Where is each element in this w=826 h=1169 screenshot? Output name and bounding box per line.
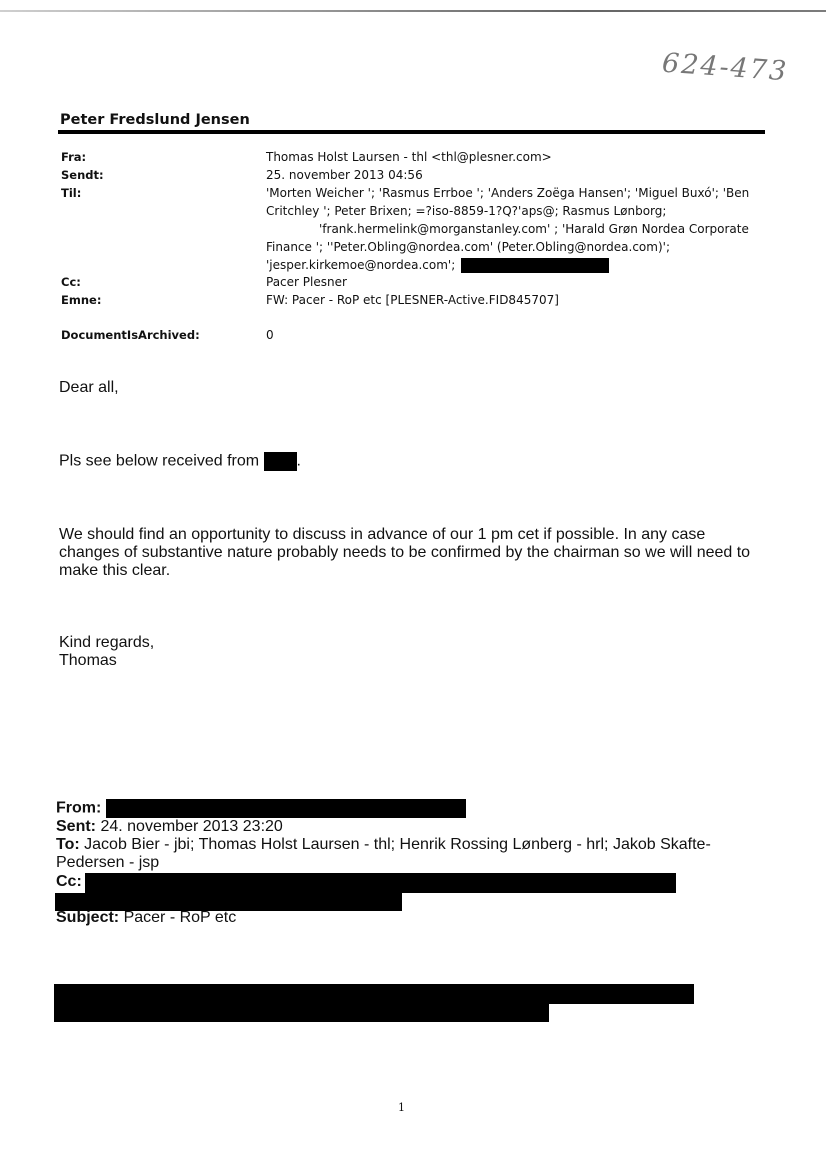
archived-label: DocumentIsArchived: xyxy=(61,328,200,342)
redaction-block xyxy=(54,984,694,1004)
fwd-to-line1 xyxy=(56,836,776,854)
til-value-line5 xyxy=(266,256,756,274)
pls-see-text: Pls see below received from xyxy=(59,452,260,470)
body-paragraph-line2: changes of substantive nature probably needs to be confirmed by the chairman so we will need to xyxy=(59,544,751,561)
redaction-block xyxy=(264,452,297,471)
fwd-from-label: From: xyxy=(56,799,102,817)
fwd-to-value-line1: Jacob Bier - jbi; Thomas Holst Laursen - thl; Henrik Rossing Lønberg - hrl; Jakob Skafte- xyxy=(84,836,711,853)
signature: Thomas xyxy=(59,652,117,669)
emne-value: FW: Pacer - RoP etc [PLESNER-Active.FID845707] xyxy=(266,293,559,307)
til-value-line1: 'Morten Weicher '; 'Rasmus Errboe '; 'Anders Zoëga Hansen'; 'Miguel Buxó'; 'Ben xyxy=(266,186,750,200)
greeting: Dear all, xyxy=(59,379,119,396)
fwd-subject-label: Subject: xyxy=(56,909,120,926)
fwd-cc-label-text: Cc: xyxy=(56,873,82,890)
sender-name: Peter Fredslund Jensen xyxy=(60,112,250,128)
redaction-block xyxy=(85,873,676,893)
pls-see-line xyxy=(59,452,779,471)
page-number: 1 xyxy=(398,1101,405,1114)
pls-see-period: . xyxy=(296,452,301,470)
til-value-line5-text: 'jesper.kirkemoe@nordea.com'; xyxy=(266,258,456,272)
body-paragraph-line3: make this clear. xyxy=(59,562,171,579)
redaction-block xyxy=(461,258,609,273)
fwd-sent-label: Sent: xyxy=(56,818,96,835)
redaction-block xyxy=(106,799,466,818)
redaction-block xyxy=(54,1003,549,1022)
fwd-to-label: To: xyxy=(56,836,80,853)
fra-value: Thomas Holst Laursen - thl <thl@plesner.com> xyxy=(266,150,552,164)
closing: Kind regards, xyxy=(59,634,155,651)
fwd-to-value-line2: Pedersen - jsp xyxy=(56,854,160,871)
emne-label: Emne: xyxy=(61,293,102,307)
til-value-line3: 'frank.hermelink@morganstanley.com' ; 'Harald Grøn Nordea Corporate xyxy=(319,222,749,236)
fwd-subject-line xyxy=(56,909,776,927)
til-value-line4: Finance '; ''Peter.Obling@nordea.com' (Peter.Obling@nordea.com)'; xyxy=(266,240,670,254)
fwd-subject-value: Pacer - RoP etc xyxy=(123,909,237,926)
archived-value: 0 xyxy=(266,328,274,342)
sender-divider xyxy=(58,130,765,134)
sendt-label: Sendt: xyxy=(61,168,104,182)
fwd-sent-line xyxy=(56,818,776,836)
handwritten-note: 624-473 xyxy=(661,47,790,88)
til-value-line2: Critchley '; Peter Brixen; =?iso-8859-1?Q?'aps@; Rasmus Lønborg; xyxy=(266,204,667,218)
fra-label: Fra: xyxy=(61,150,87,164)
fwd-sent-value: 24. november 2013 23:20 xyxy=(100,818,283,835)
cc-label: Cc: xyxy=(61,275,81,289)
body-paragraph-line1: We should find an opportunity to discuss in advance of our 1 pm cet if possible. In any case xyxy=(59,526,706,543)
til-label: Til: xyxy=(61,186,82,200)
sendt-value: 25. november 2013 04:56 xyxy=(266,168,423,182)
scan-edge-line xyxy=(0,10,826,12)
cc-value: Pacer Plesner xyxy=(266,275,347,289)
fwd-from-line xyxy=(56,799,776,818)
